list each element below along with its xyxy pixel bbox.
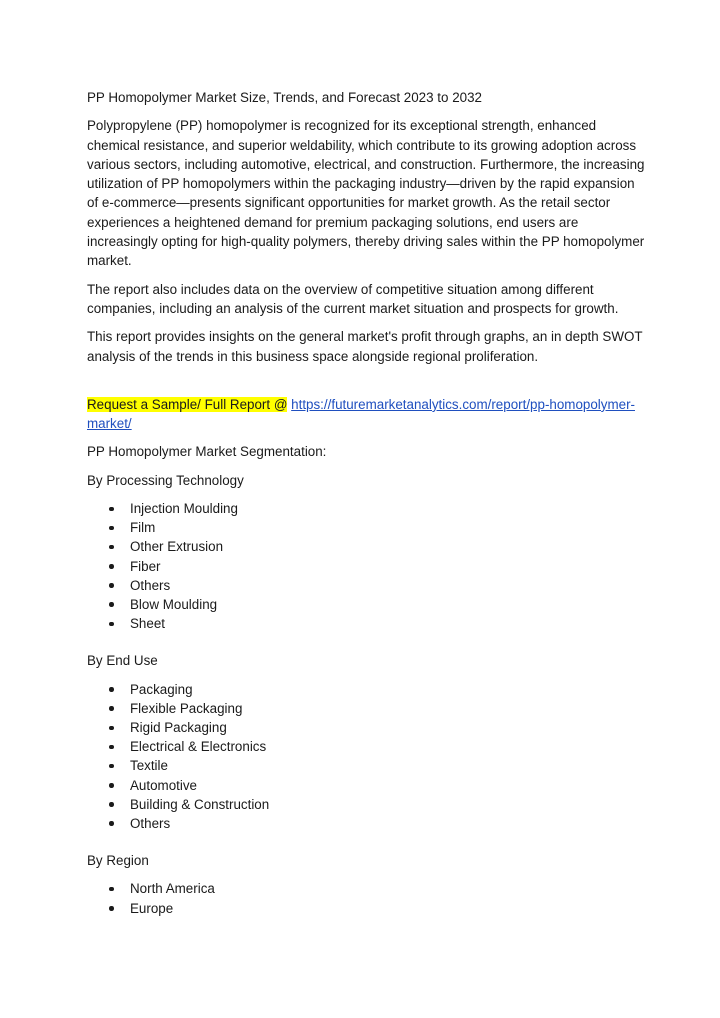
list-item-label: North America [130, 881, 215, 897]
list-item [87, 499, 647, 518]
list-item [87, 576, 647, 595]
list-item [87, 557, 647, 576]
bullet-icon [109, 622, 114, 627]
list-item-label: Europe [130, 900, 174, 916]
list-item-label: Sheet [130, 616, 165, 632]
list-item [87, 595, 647, 614]
bullet-icon [109, 526, 114, 531]
report-insights-paragraph: This report provides insights on the general market's profit through graphs, an in depth SWOT analysis of the trends in this business space alongside regional proliferation. [87, 329, 643, 364]
segment-list [87, 680, 647, 834]
intro-paragraph: Polypropylene (PP) homopolymer is recognized for its exceptional strength, enhanced chemical resistance, and superior weldability, which contribute to its growing adoption across various sectors, including automotive, electrical, and construction. Furthermore, the increasing utilization of PP homopolymers within the packaging industry—driven by the rapid expansion of e-commerce—presents significant opportunities for market growth. As the retail sector experiences a heightened demand for premium packaging solutions, end users are increasingly opting for high-quality polymers, thereby driving sales within the PP homopolymer market. [87, 118, 645, 269]
bullet-icon [109, 906, 114, 911]
bullet-icon [109, 783, 114, 788]
list-item-label: Fiber [130, 558, 161, 574]
list-item [87, 814, 647, 833]
bullet-icon [109, 507, 114, 512]
list-item-label: Electrical & Electronics [130, 739, 267, 755]
segment-list [87, 499, 647, 633]
group-title: By Processing Technology [87, 472, 244, 488]
list-item [87, 879, 647, 898]
group-title: By Region [87, 853, 149, 869]
list-item-label: Injection Moulding [130, 501, 238, 517]
list-item-label: Others [130, 577, 171, 593]
bullet-icon [109, 745, 114, 750]
bullet-icon [109, 545, 114, 550]
list-item-label: Others [130, 815, 171, 831]
list-item-label: Blow Moulding [130, 596, 218, 612]
segmentation-heading: PP Homopolymer Market Segmentation: [87, 444, 327, 460]
list-item [87, 795, 647, 814]
list-item-label: Packaging [130, 681, 193, 697]
segment-list [87, 879, 647, 917]
bullet-icon [109, 602, 114, 607]
report-overview-paragraph: The report also includes data on the overview of competitive situation among different companies, including an analysis of the current market situation and prospects for growth. [87, 281, 619, 316]
document-title: PP Homopolymer Market Size, Trends, and Forecast 2023 to 2032 [87, 90, 482, 105]
report-link[interactable]: https://futuremarketanalytics.com/report/pp-homopolymer-market/ [87, 396, 635, 432]
list-item-label: Rigid Packaging [130, 720, 227, 736]
list-item-label: Building & Construction [130, 796, 270, 812]
list-item [87, 899, 647, 918]
request-sample-label: Request a Sample/ Full Report @ [87, 396, 288, 412]
bullet-icon [109, 583, 114, 588]
group-title: By End Use [87, 653, 158, 669]
list-item [87, 776, 647, 795]
bullet-icon [109, 887, 114, 892]
list-item [87, 699, 647, 718]
list-item-label: Other Extrusion [130, 539, 224, 555]
list-item-label: Flexible Packaging [130, 700, 243, 716]
request-sample-line [87, 395, 647, 434]
list-item-label: Textile [130, 758, 168, 774]
list-item [87, 537, 647, 556]
bullet-icon [109, 802, 114, 807]
list-item [87, 518, 647, 537]
bullet-icon [109, 764, 114, 769]
list-item [87, 718, 647, 737]
bullet-icon [109, 687, 114, 692]
list-item-label: Automotive [130, 777, 197, 793]
list-item-label: Film [130, 520, 156, 536]
bullet-icon [109, 706, 114, 711]
bullet-icon [109, 821, 114, 826]
bullet-icon [109, 564, 114, 569]
segment-group-processing [87, 471, 647, 634]
segment-group-region [87, 851, 647, 918]
list-item [87, 614, 647, 633]
list-item [87, 737, 647, 756]
list-item [87, 756, 647, 775]
bullet-icon [109, 726, 114, 731]
segment-group-end-use [87, 651, 647, 833]
document-body [87, 88, 647, 918]
list-item [87, 680, 647, 699]
